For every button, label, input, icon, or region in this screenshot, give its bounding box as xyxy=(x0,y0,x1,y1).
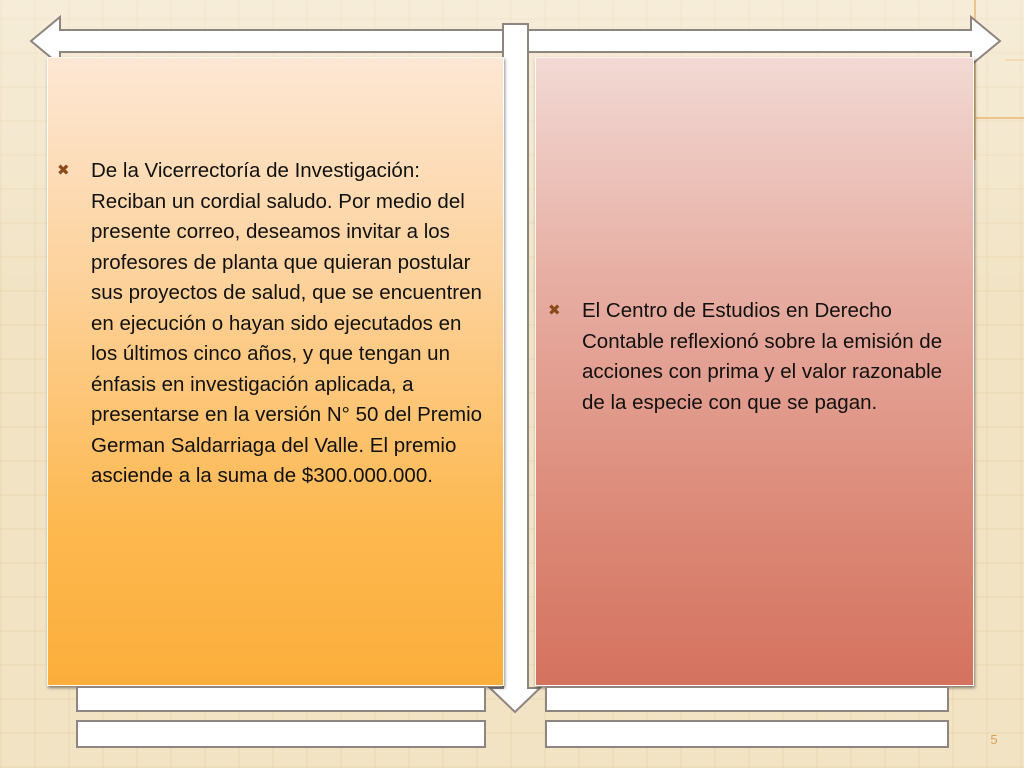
right-panel-bullet xyxy=(548,296,966,418)
right-panel-text: El Centro de Estudios en Derecho Contable reflexionó sobre la emisión de acciones con prima y el valor razonable de la especie con que se pagan. xyxy=(582,299,943,414)
left-panel-bullet xyxy=(57,156,489,492)
x-bullet-icon: ✖ xyxy=(548,302,561,319)
slide-page-number: 5 xyxy=(990,732,998,747)
left-bottom-box-1 xyxy=(76,686,486,712)
x-bullet-icon: ✖ xyxy=(57,162,70,179)
left-bottom-box-2 xyxy=(76,720,486,748)
left-panel-text: De la Vicerrectoría de Investigación: Reciban un cordial saludo. Por medio del presente correo, deseamos invitar a los profesores de planta que quieran postular sus proyectos de salud, que se encuentren en ejecución o hayan sido ejecutados en los últimos cinco años, y que tengan un énfasis en investigación aplicada, a presentarse en la versión N° 50 del Premio German Saldarriaga del Valle. El premio asciende a la suma de $300.000.000. xyxy=(91,159,483,487)
right-bottom-box-1 xyxy=(545,686,949,712)
right-bottom-box-2 xyxy=(545,720,949,748)
